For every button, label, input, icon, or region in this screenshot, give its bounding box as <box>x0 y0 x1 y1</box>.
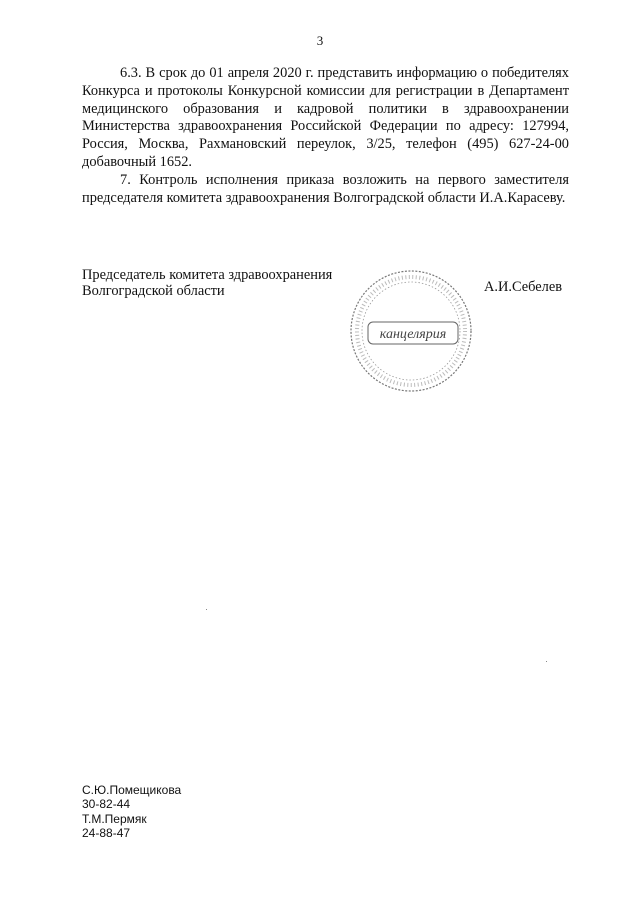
signer-title <box>82 267 332 299</box>
executor-2-phone: 24-88-47 <box>82 826 131 841</box>
signer-title-line-1: Председатель комитета здравоохранения <box>82 267 333 283</box>
signer-name: А.И.Себелев <box>484 279 563 295</box>
paragraph-7: 7. Контроль исполнения приказа возложить на первого заместителя председателя комитета здравоохранения Волгоградской области И.А.Карасеву. <box>82 172 569 206</box>
scan-speck <box>546 661 547 662</box>
executor-1-name: С.Ю.Помещикова <box>82 783 182 797</box>
executor-contacts <box>82 783 181 841</box>
executor-1-phone: 30-82-44 <box>82 797 131 812</box>
signer-title-line-2: Волгоградской области <box>82 283 225 299</box>
executor-2-name: Т.М.Пермяк <box>82 811 147 826</box>
scan-speck <box>206 609 207 610</box>
stamp-text: канцелярия <box>379 327 447 342</box>
paragraph-6-3: 6.3. В срок до 01 апреля 2020 г. представить информацию о победителях Конкурса и протоколы Конкурсной комиссии для регистрации в Департамент медицинского образования и кадровой политики в здравоохранении Министерства здравоохранения Российской Федерации по адресу: 127994, Россия, Москва, Рахмановский переулок, 3/25, телефон (495) 627-24-00 добавочный 1652. <box>82 65 569 170</box>
page-number: 3 <box>316 33 324 48</box>
office-stamp <box>348 268 474 394</box>
